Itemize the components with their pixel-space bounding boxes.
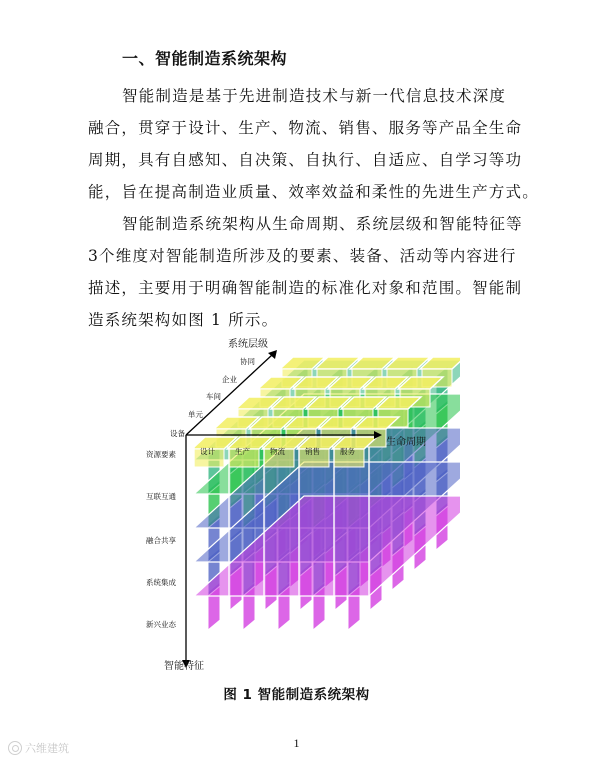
lifecycle-stage-label: 销售	[305, 447, 320, 456]
system-level-label: 车间	[206, 392, 221, 401]
paragraph-line: 3个维度对智能制造所涉及的要素、装备、活动等内容进行	[88, 247, 517, 265]
feature-label: 系统集成	[146, 578, 176, 587]
paragraph-intro	[88, 80, 539, 208]
architecture-cube-diagram	[130, 333, 460, 678]
page-number: 1	[293, 736, 300, 750]
lifecycle-stage-label: 生产	[235, 447, 250, 456]
architecture-figure	[130, 333, 460, 678]
paragraph-line: 融合，贯穿于设计、生产、物流、销售、服务等产品全生命	[88, 119, 523, 137]
lifecycle-stage-label: 物流	[270, 447, 285, 456]
feature-label: 互联互通	[146, 492, 176, 501]
section-title: 一、智能制造系统架构	[122, 49, 288, 68]
paragraph-line: 智能制造系统架构从生命周期、系统层级和智能特征等	[122, 215, 523, 233]
lifecycle-stage-label: 服务	[340, 447, 355, 456]
paragraph-line: 造系统架构如图 1 所示。	[88, 311, 279, 329]
paragraph-line: 周期，具有自感知、自决策、自执行、自适应、自学习等功	[88, 151, 523, 169]
feature-label: 新兴业态	[146, 620, 176, 629]
paragraph-line: 智能制造是基于先进制造技术与新一代信息技术深度	[122, 87, 507, 105]
lifecycle-stage-label: 设计	[200, 447, 215, 456]
system-level-label: 单元	[188, 410, 203, 419]
paragraph-line: 能，旨在提高制造业质量、效率效益和柔性的先进生产方式。	[88, 183, 539, 201]
feature-label: 融合共享	[146, 536, 176, 545]
system-level-label: 企业	[222, 375, 237, 384]
feature-label: 资源要素	[146, 450, 176, 459]
watermark-logo-icon	[8, 741, 22, 755]
system-level-axis-title: 系统层级	[228, 339, 268, 350]
system-level-label: 设备	[170, 429, 185, 438]
watermark	[8, 740, 69, 756]
features-axis-title: 智能特征	[164, 661, 204, 672]
lifecycle-axis-title: 生命周期	[386, 437, 426, 448]
watermark-text: 六维建筑	[25, 742, 69, 755]
system-level-label: 协同	[240, 357, 255, 366]
paragraph-architecture	[88, 208, 523, 336]
paragraph-line: 描述，主要用于明确智能制造的标准化对象和范围。智能制	[88, 279, 523, 297]
figure-caption: 图 1 智能制造系统架构	[223, 687, 370, 703]
